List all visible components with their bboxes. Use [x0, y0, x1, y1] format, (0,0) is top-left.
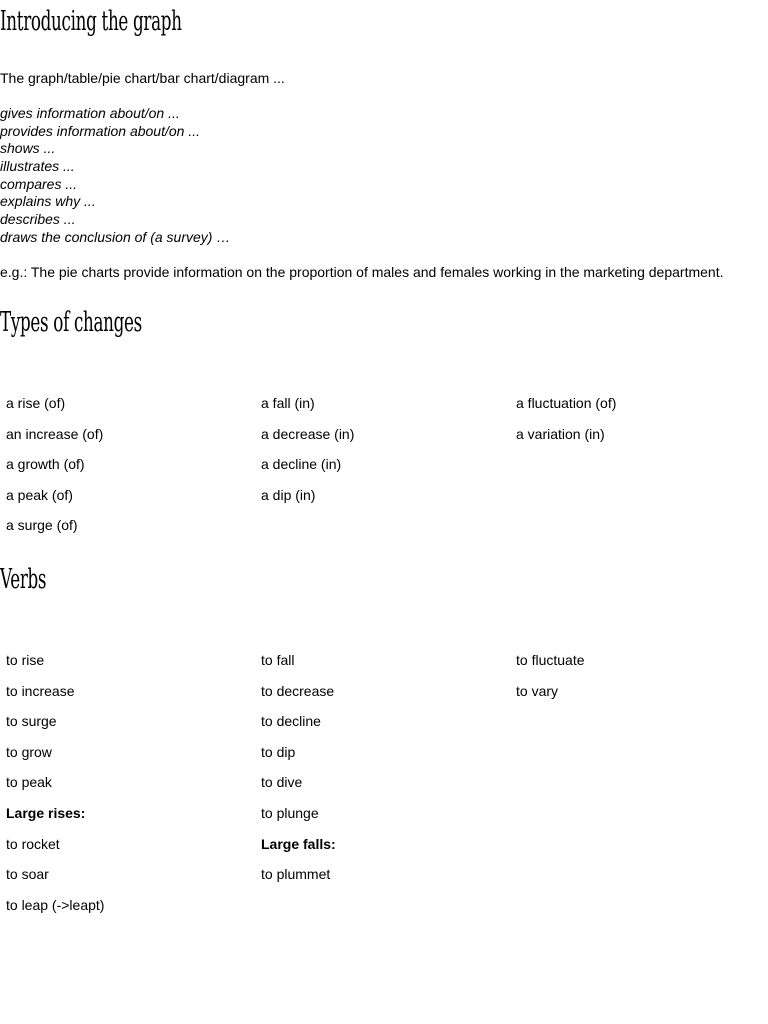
verb-subheading-large-rises: Large rises: — [6, 804, 86, 821]
verb-item: to fluctuate — [516, 652, 585, 668]
verb-item: to surge — [6, 713, 57, 730]
changes-item: a variation (in) — [516, 425, 605, 442]
phrase-item: draws the conclusion of (a survey) … — [0, 228, 231, 245]
changes-item: a growth (of) — [6, 456, 85, 473]
verb-subheading-large-falls: Large falls: — [261, 835, 336, 852]
verbs-column-fall — [255, 645, 510, 920]
phrase-item: provides information about/on ... — [0, 122, 201, 139]
changes-item: a decline (in) — [261, 456, 342, 473]
changes-item: a rise (of) — [6, 395, 66, 411]
phrase-item: shows ... — [0, 140, 56, 157]
verb-item: to fall — [261, 652, 295, 668]
phrase-item: describes ... — [0, 211, 76, 228]
changes-table — [0, 388, 768, 541]
verb-item: to peak — [6, 774, 52, 791]
changes-column-fall — [255, 388, 510, 541]
verb-item: to decrease — [261, 682, 335, 699]
phrase-item: illustrates ... — [0, 158, 75, 175]
verb-item: to dip — [261, 743, 296, 760]
verb-item: to grow — [6, 743, 52, 760]
example-sentence: e.g.: The pie charts provide information on the proportion of males and females working in the marketing department. — [0, 264, 724, 280]
verb-item: to rocket — [6, 835, 60, 852]
section-title-changes: Types of changes — [0, 307, 142, 338]
phrase-item: compares ... — [0, 175, 78, 192]
phrase-list — [0, 105, 230, 247]
changes-column-rise — [0, 388, 255, 541]
changes-item: a fall (in) — [261, 395, 315, 411]
changes-item: a surge (of) — [6, 517, 78, 534]
verb-item: to decline — [261, 713, 321, 730]
changes-item: a fluctuation (of) — [516, 395, 617, 411]
verb-item: to rise — [6, 652, 45, 668]
changes-item: a decrease (in) — [261, 425, 355, 442]
verb-item: to leap (->leapt) — [6, 896, 105, 913]
verbs-table — [0, 645, 768, 920]
verb-item: to vary — [516, 682, 559, 699]
changes-item: an increase (of) — [6, 425, 104, 442]
phrase-item: gives information about/on ... — [0, 105, 180, 121]
changes-column-fluctuation — [510, 388, 765, 541]
intro-sentence: The graph/table/pie chart/bar chart/diagram ... — [0, 70, 285, 86]
verb-item: to increase — [6, 682, 75, 699]
section-title-verbs: Verbs — [0, 564, 47, 595]
verbs-column-rise — [0, 645, 255, 920]
phrase-item: explains why ... — [0, 193, 96, 210]
verb-item: to plunge — [261, 804, 319, 821]
changes-item: a peak (of) — [6, 486, 73, 503]
verb-item: to soar — [6, 866, 49, 883]
verb-item: to plummet — [261, 866, 331, 883]
changes-item: a dip (in) — [261, 486, 316, 503]
section-title-introducing: Introducing the graph — [0, 6, 182, 37]
verb-item: to dive — [261, 774, 303, 791]
verbs-column-fluctuate — [510, 645, 765, 920]
